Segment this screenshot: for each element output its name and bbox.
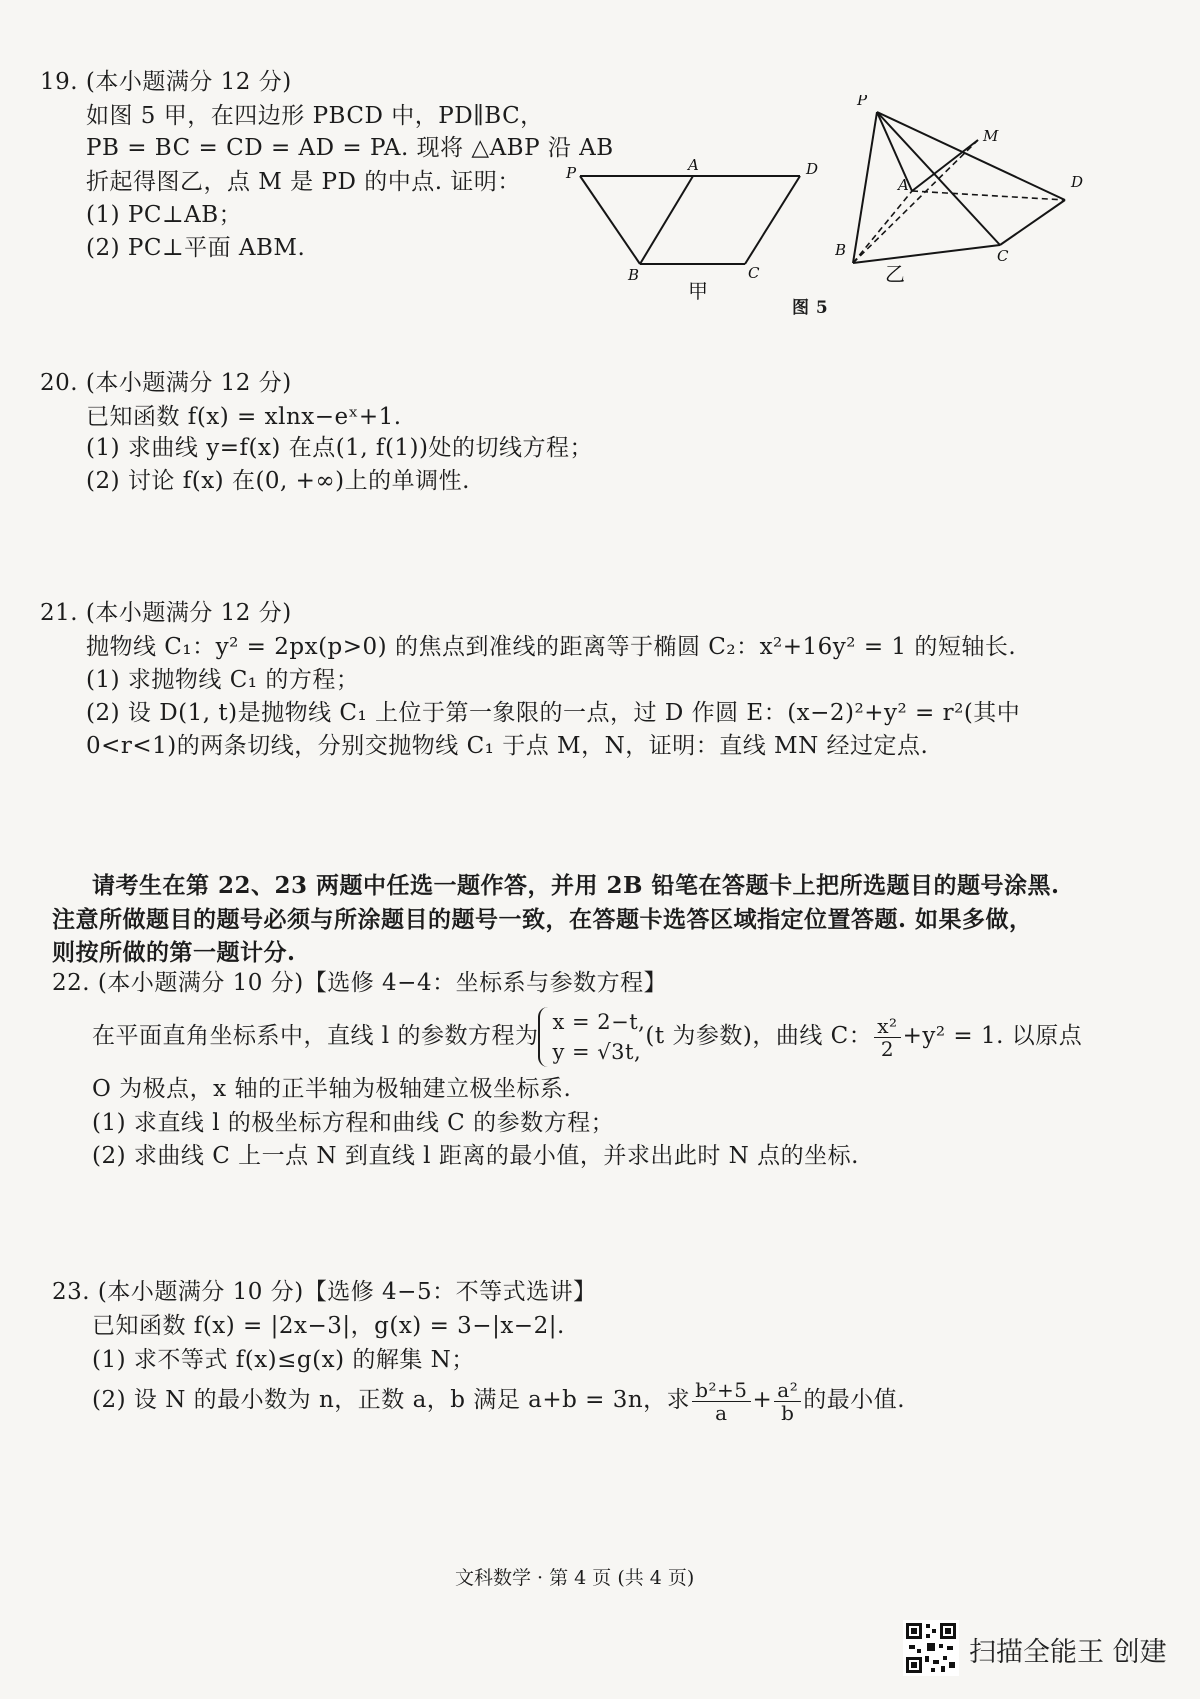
figure-jia-caption: 甲: [688, 279, 708, 303]
figure-jia: [560, 150, 820, 310]
label-d: D: [806, 160, 819, 178]
q21-part-2-cont: 0<r<1)的两条切线，分别交抛物线 C₁ 于点 M，N，证明：直线 MN 经过定点.: [86, 733, 929, 759]
figure-yi: [835, 95, 1095, 310]
q23-text-1: 已知函数 f(x) = |2x−3|，g(x) = 3−|x−2|.: [92, 1313, 565, 1339]
figure-yi-caption: 乙: [885, 262, 905, 286]
figure-caption: 图 5: [792, 298, 829, 318]
q21-header: 21. (本小题满分 12 分): [40, 600, 292, 626]
label-a: A: [898, 176, 909, 194]
q21-part-1: (1) 求抛物线 C₁ 的方程；: [86, 667, 360, 693]
q19-header: 19. (本小题满分 12 分): [40, 69, 292, 95]
instructions-2: 注意所做题目的题号必须与所涂题目的题号一致，在答题卡选答区域指定位置答题. 如果多做，: [52, 906, 1033, 933]
q23-header: 23. (本小题满分 10 分)【选修 4−5：不等式选讲】: [52, 1279, 597, 1305]
q19-part-2: (2) PC⊥平面 ABM.: [86, 235, 306, 261]
label-c: C: [748, 264, 760, 282]
fraction-x2-over-2: [874, 1015, 900, 1060]
watermark-text: 扫描全能王 创建: [969, 1637, 1167, 1668]
fraction-2: [774, 1379, 801, 1424]
label-b: B: [835, 241, 847, 259]
q21-text-1: 抛物线 C₁：y² = 2px(p>0) 的焦点到准线的距离等于椭圆 C₂：x²+16y² = 1 的短轴长.: [86, 634, 1017, 660]
q19-text-3: 折起得图乙，点 M 是 PD 的中点. 证明：: [86, 169, 521, 195]
label-p: P: [857, 95, 868, 109]
label-p: P: [566, 164, 577, 182]
q19-text-2: PB = BC = CD = AD = PA. 现将 △ABP 沿 AB: [86, 135, 614, 161]
q22-text-1b: (t 为参数)，曲线 C：: [645, 1023, 873, 1049]
sys-row-1: x = 2−t,: [552, 1010, 646, 1034]
frac-num: x²: [874, 1015, 900, 1038]
qr-code-icon: [903, 1620, 959, 1676]
instructions-3: 则按所做的第一题计分.: [52, 939, 296, 966]
frac2-num: a²: [774, 1379, 801, 1402]
q22-text-1c: +y² = 1. 以原点: [902, 1023, 1083, 1049]
fraction-1: [692, 1379, 750, 1424]
label-d: D: [1071, 173, 1084, 191]
q22-part-2: (2) 求曲线 C 上一点 N 到直线 l 距离的最小值，并求出此时 N 点的坐标.: [92, 1143, 859, 1169]
plus-sign: +: [752, 1387, 773, 1413]
q21-part-2: (2) 设 D(1, t)是抛物线 C₁ 上位于第一象限的一点，过 D 作圆 E：(x−2)²+y² = r²(其中: [86, 700, 1021, 726]
q22-header: 22. (本小题满分 10 分)【选修 4−4：坐标系与参数方程】: [52, 970, 668, 996]
q22-part-1: (1) 求直线 l 的极坐标方程和曲线 C 的参数方程；: [92, 1110, 615, 1136]
label-m: M: [983, 127, 999, 145]
q20-text-1: 已知函数 f(x) = xlnx−eˣ+1.: [86, 404, 402, 430]
q20-part-2: (2) 讨论 f(x) 在(0, +∞)上的单调性.: [86, 468, 470, 494]
frac1-num: b²+5: [692, 1379, 750, 1402]
frac1-den: a: [715, 1400, 728, 1425]
q20-header: 20. (本小题满分 12 分): [40, 370, 292, 396]
page-footer: 文科数学 · 第 4 页 (共 4 页): [455, 1567, 695, 1589]
frac2-den: b: [781, 1400, 795, 1425]
frac-den: 2: [880, 1036, 895, 1061]
q23-part-2a: (2) 设 N 的最小数为 n，正数 a，b 满足 a+b = 3n，求: [92, 1387, 691, 1413]
q22-text-1: [92, 1003, 1082, 1069]
instructions-1: 请考生在第 22、23 两题中任选一题作答，并用 2B 铅笔在答题卡上把所选题目的题号涂黑.: [92, 872, 1060, 899]
q19-text-1: 如图 5 甲，在四边形 PBCD 中，PD∥BC，: [86, 103, 544, 129]
q23-part-2b: 的最小值.: [803, 1387, 906, 1413]
label-a: A: [688, 156, 699, 174]
q23-part-2: [92, 1373, 905, 1427]
q19-part-1: (1) PC⊥AB；: [86, 202, 243, 228]
sys-row-2: y = √3t,: [552, 1040, 642, 1064]
q23-part-1: (1) 求不等式 f(x)≤g(x) 的解集 N；: [92, 1347, 475, 1373]
scanner-watermark: [903, 1618, 1193, 1678]
label-c: C: [997, 247, 1009, 265]
q20-part-1: (1) 求曲线 y=f(x) 在点(1, f(1))处的切线方程；: [86, 435, 594, 461]
q22-text-1a: 在平面直角坐标系中，直线 l 的参数方程为: [92, 1023, 539, 1049]
parametric-system: [538, 1007, 645, 1067]
label-b: B: [628, 266, 640, 284]
q22-text-2: O 为极点，x 轴的正半轴为极轴建立极坐标系.: [92, 1076, 572, 1102]
